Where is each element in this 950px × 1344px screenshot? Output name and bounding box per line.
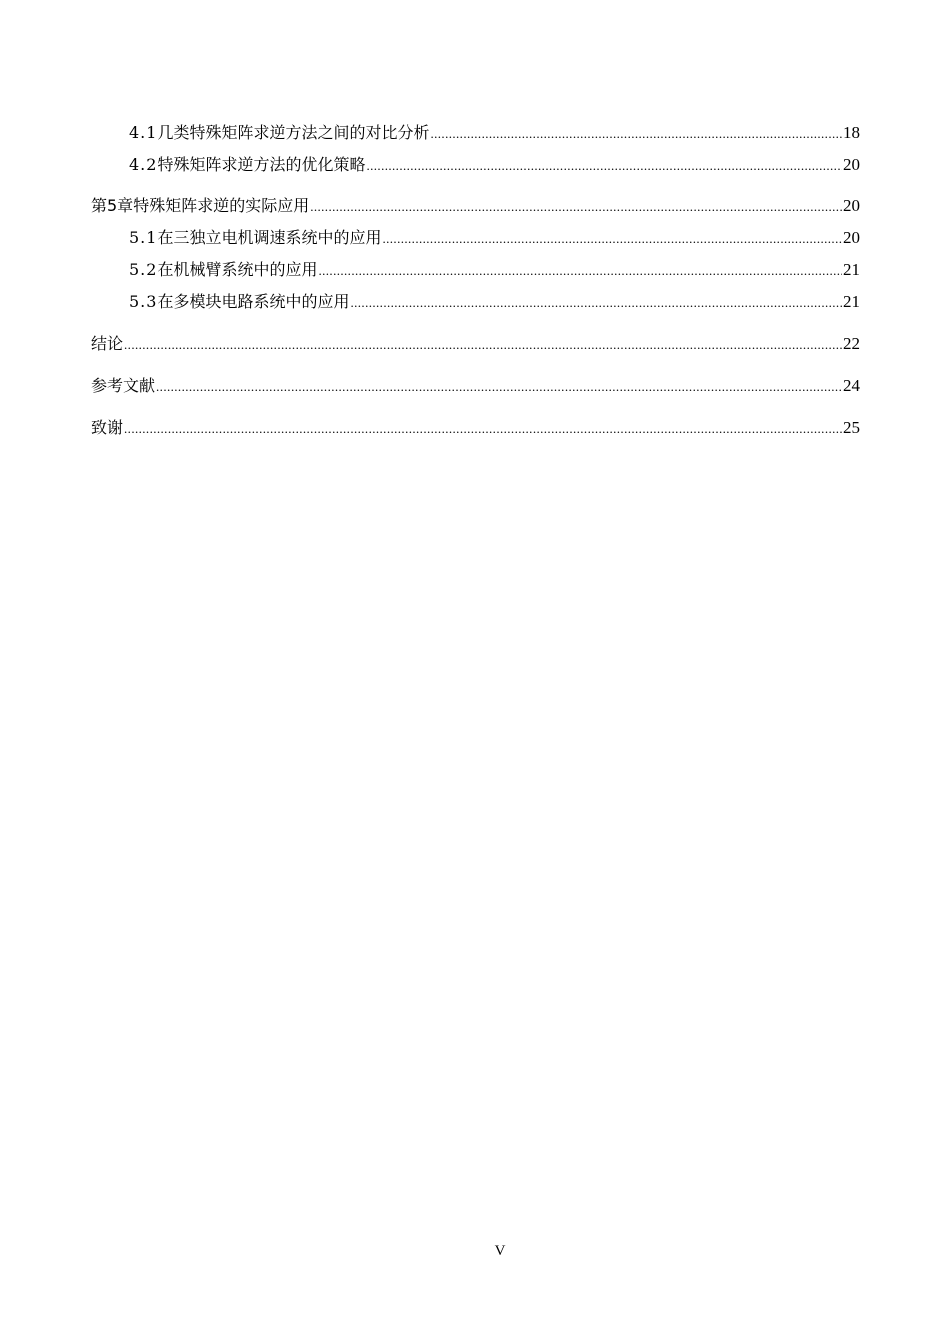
toc-entry-title: 在多模块电路系统中的应用 — [157, 292, 350, 311]
toc-entry-chapter-5[interactable] — [91, 192, 860, 224]
toc-dot-leader — [124, 331, 842, 358]
toc-entry-title: 参考文献 — [91, 376, 156, 395]
toc-entry-acknowledgements[interactable] — [91, 414, 860, 446]
toc-dot-leader — [366, 152, 842, 179]
toc-entry-4-1[interactable] — [91, 119, 860, 151]
toc-entry-page: 21 — [843, 292, 860, 311]
toc-entry-conclusion[interactable] — [91, 330, 860, 362]
toc-entry-number: 4.2 — [129, 155, 158, 174]
toc-entry-page: 25 — [843, 418, 860, 437]
toc-dot-leader — [310, 193, 842, 220]
toc-entry-5-2[interactable] — [91, 256, 860, 288]
toc-entry-number: 5.2 — [129, 260, 158, 279]
toc-dot-leader — [156, 373, 842, 400]
toc-entry-page: 20 — [843, 228, 860, 247]
toc-entry-title: 特殊矩阵求逆的实际应用 — [133, 196, 310, 215]
toc-dot-leader — [382, 225, 842, 252]
toc-dot-leader — [430, 120, 842, 147]
toc-entry-page: 24 — [843, 376, 860, 395]
toc-dot-leader — [318, 257, 842, 284]
toc-entry-page: 20 — [843, 155, 860, 174]
toc-entry-title: 特殊矩阵求逆方法的优化策略 — [157, 155, 366, 174]
toc-entry-5-1[interactable] — [91, 224, 860, 256]
toc-entry-title: 致谢 — [91, 418, 124, 437]
toc-entry-number: 5.1 — [129, 228, 158, 247]
toc-dot-leader — [350, 289, 842, 316]
toc-entry-number: 4.1 — [129, 123, 158, 142]
toc-entry-title: 结论 — [91, 334, 124, 353]
page-number-footer: V — [494, 1243, 506, 1259]
toc-entry-number: 第5章 — [91, 196, 134, 215]
toc-entry-page: 18 — [843, 123, 860, 142]
toc-dot-leader — [124, 415, 842, 442]
toc-entry-page: 20 — [843, 196, 860, 215]
toc-entry-5-3[interactable] — [91, 288, 860, 320]
toc-entry-title: 几类特殊矩阵求逆方法之间的对比分析 — [157, 123, 430, 142]
toc-entry-title: 在机械臂系统中的应用 — [157, 260, 318, 279]
table-of-contents — [91, 119, 860, 446]
toc-entry-page: 21 — [843, 260, 860, 279]
toc-entry-4-2[interactable] — [91, 151, 860, 183]
toc-entry-page: 22 — [843, 334, 860, 353]
toc-entry-references[interactable] — [91, 372, 860, 404]
toc-entry-number: 5.3 — [129, 292, 158, 311]
toc-entry-title: 在三独立电机调速系统中的应用 — [157, 228, 382, 247]
